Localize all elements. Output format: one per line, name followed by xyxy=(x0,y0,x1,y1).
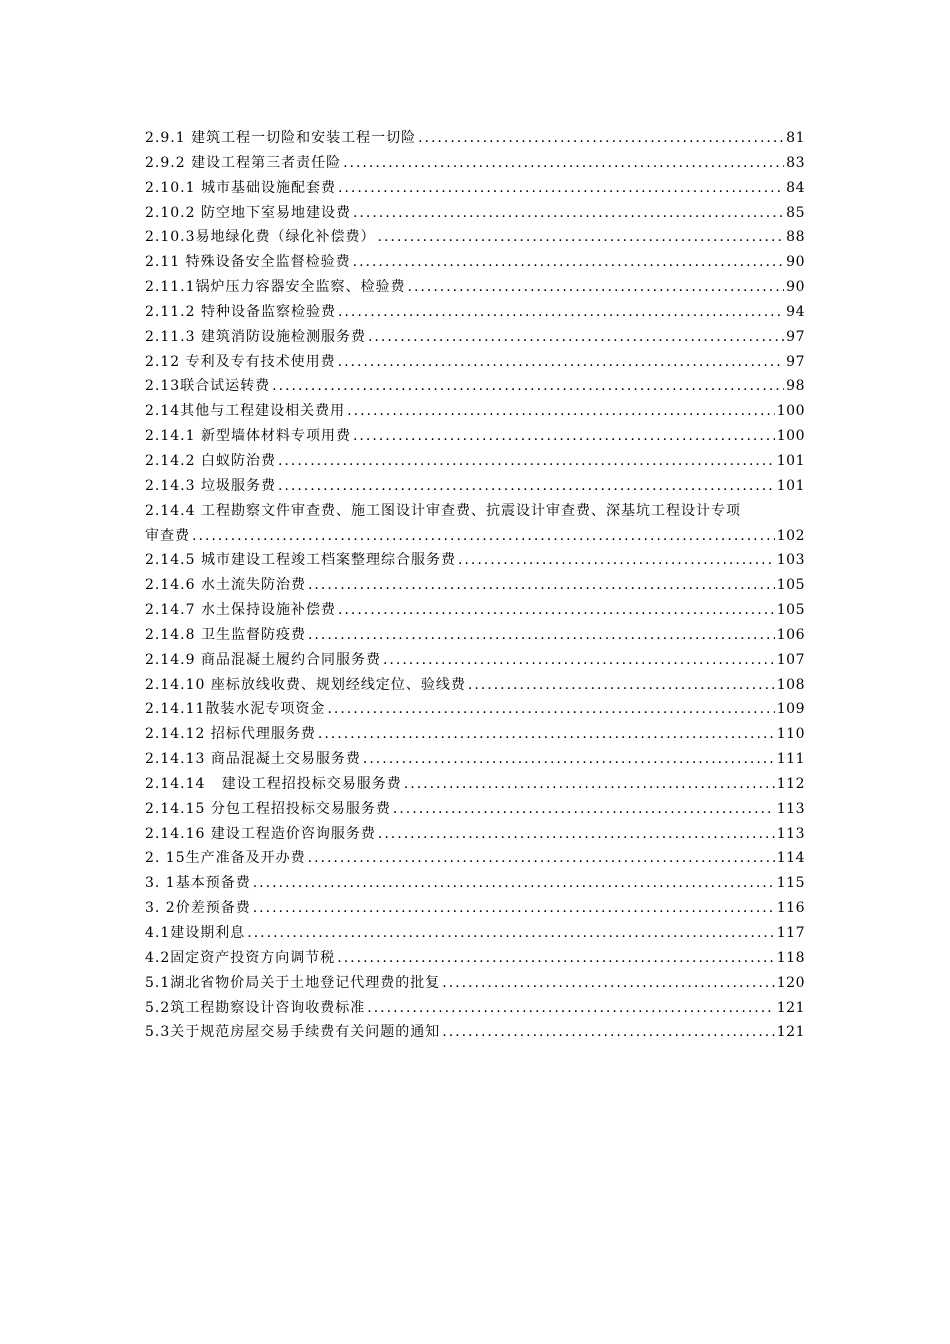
toc-entry-title: 2.14.9 商品混凝土履约合同服务费 xyxy=(145,651,381,668)
toc-entry-title: 2.14.13 商品混凝土交易服务费 xyxy=(145,751,361,768)
dot-leader xyxy=(338,598,775,623)
dot-leader xyxy=(337,946,775,971)
toc-entry[interactable] xyxy=(145,871,805,896)
dot-leader xyxy=(338,176,784,201)
dot-leader xyxy=(308,846,775,871)
toc-entry-page: 105 xyxy=(776,602,805,619)
toc-entry-page: 109 xyxy=(776,701,805,718)
table-of-contents xyxy=(145,126,805,1045)
toc-entry-title: 2.14.15 分包工程招投标交易服务费 xyxy=(145,800,391,817)
dot-leader xyxy=(408,275,785,300)
toc-entry[interactable] xyxy=(145,325,805,350)
toc-entry-page: 113 xyxy=(776,825,805,842)
toc-entry-page: 112 xyxy=(776,775,805,792)
dot-leader xyxy=(404,772,775,797)
toc-entry-page: 107 xyxy=(776,651,805,668)
toc-entry[interactable] xyxy=(145,374,805,399)
toc-entry-title: 2.10.1 城市基础设施配套费 xyxy=(145,179,336,196)
toc-entry-page: 90 xyxy=(786,254,805,271)
toc-entry[interactable] xyxy=(145,151,805,176)
toc-entry[interactable] xyxy=(145,126,805,151)
toc-entry-title: 4.2固定资产投资方向调节税 xyxy=(145,949,336,966)
toc-entry[interactable] xyxy=(145,772,805,797)
toc-entry-title: 2.14.11散装水泥专项资金 xyxy=(145,701,326,718)
toc-entry-page: 121 xyxy=(776,999,805,1016)
toc-entry-title: 2.14.7 水土保持设施补偿费 xyxy=(145,602,336,619)
toc-entry-title: 5.1湖北省物价局关于土地登记代理费的批复 xyxy=(145,974,441,991)
toc-entry-page: 88 xyxy=(786,229,805,246)
toc-entry-page: 114 xyxy=(776,850,805,867)
toc-entry[interactable] xyxy=(145,474,805,499)
toc-entry-title: 2. 15生产准备及开办费 xyxy=(145,850,306,867)
toc-entry-page: 102 xyxy=(776,527,805,544)
dot-leader xyxy=(253,871,775,896)
toc-entry-page: 103 xyxy=(776,552,805,569)
toc-entry-page: 81 xyxy=(786,130,805,146)
toc-entry-title: 2.14.8 卫生监督防疫费 xyxy=(145,626,306,643)
toc-entry-page: 90 xyxy=(786,279,805,296)
toc-entry-page: 115 xyxy=(776,875,805,892)
toc-entry-title: 2.9.2 建设工程第三者责任险 xyxy=(145,154,342,171)
dot-leader xyxy=(278,474,775,499)
dot-leader xyxy=(272,374,784,399)
toc-entry-title: 2.14其他与工程建设相关费用 xyxy=(145,403,346,420)
toc-entry-title: 2.14.16 建设工程造价咨询服务费 xyxy=(145,825,376,842)
toc-entry-page: 113 xyxy=(776,800,805,817)
toc-entry-page: 101 xyxy=(776,452,805,469)
toc-entry-page: 101 xyxy=(776,477,805,494)
toc-entry-title: 2.12 专利及专有技术使用费 xyxy=(145,353,336,370)
toc-entry[interactable] xyxy=(145,822,805,847)
toc-entry[interactable] xyxy=(145,399,805,424)
toc-entry[interactable] xyxy=(145,275,805,300)
dot-leader xyxy=(378,225,785,250)
toc-entry-title: 2.11.3 建筑消防设施检测服务费 xyxy=(145,328,366,345)
dot-leader xyxy=(367,996,775,1021)
toc-entry[interactable] xyxy=(145,648,805,673)
toc-entry[interactable] xyxy=(145,598,805,623)
toc-entry[interactable] xyxy=(145,623,805,648)
toc-entry[interactable] xyxy=(145,573,805,598)
dot-leader xyxy=(353,424,775,449)
toc-entry-page: 110 xyxy=(776,726,805,743)
dot-leader xyxy=(393,797,775,822)
toc-entry-title: 2.14.4 工程勘察文件审查费、施工图设计审查费、抗震设计审查费、深基坑工程设计专项 xyxy=(145,502,741,519)
toc-entry[interactable] xyxy=(145,673,805,698)
dot-leader xyxy=(338,350,785,375)
toc-entry-title: 2.11.2 特种设备监察检验费 xyxy=(145,303,336,320)
toc-entry-title: 2.11 特殊设备安全监督检验费 xyxy=(145,254,351,271)
toc-entry-title: 2.9.1 建筑工程一切险和安装工程一切险 xyxy=(145,130,417,146)
toc-entry[interactable] xyxy=(145,424,805,449)
toc-entry-page: 106 xyxy=(776,626,805,643)
toc-entry-title: 5.2筑工程勘察设计咨询收费标准 xyxy=(145,999,366,1016)
toc-entry-page: 94 xyxy=(786,303,805,320)
toc-entry-page: 97 xyxy=(786,353,805,370)
toc-entry-page: 100 xyxy=(776,403,805,420)
dot-leader xyxy=(418,126,784,151)
toc-entry[interactable] xyxy=(145,996,805,1021)
dot-leader xyxy=(468,673,775,698)
toc-entry-title: 2.14.14 建设工程招投标交易服务费 xyxy=(145,775,402,792)
dot-leader xyxy=(343,151,784,176)
toc-entry-title: 4.1建设期利息 xyxy=(145,925,246,941)
toc-entry-page: 97 xyxy=(786,328,805,345)
toc-entry-wrapped-line[interactable] xyxy=(145,499,805,524)
dot-leader xyxy=(278,449,775,474)
dot-leader xyxy=(442,1020,775,1045)
toc-entry-page: 108 xyxy=(776,676,805,693)
toc-entry-title-continued: 审查费 xyxy=(145,527,190,544)
dot-leader xyxy=(353,250,785,275)
dot-leader xyxy=(253,896,775,921)
toc-entry-title: 2.14.5 城市建设工程竣工档案整理综合服务费 xyxy=(145,552,456,569)
toc-entry-title: 2.13联合试运转费 xyxy=(145,378,271,395)
toc-entry[interactable] xyxy=(145,524,805,549)
toc-entry-page: 118 xyxy=(776,949,805,966)
toc-entry-title: 2.14.2 白蚁防治费 xyxy=(145,452,276,469)
toc-entry-page: 121 xyxy=(776,1024,805,1041)
toc-entry[interactable] xyxy=(145,225,805,250)
toc-entry[interactable] xyxy=(145,722,805,747)
dot-leader xyxy=(192,524,775,549)
dot-leader xyxy=(368,325,784,350)
toc-entry-page: 117 xyxy=(776,925,805,941)
toc-entry-page: 120 xyxy=(776,974,805,991)
toc-entry[interactable] xyxy=(145,449,805,474)
toc-entry-page: 84 xyxy=(786,179,805,196)
toc-entry[interactable] xyxy=(145,797,805,822)
dot-leader xyxy=(318,722,775,747)
toc-entry[interactable] xyxy=(145,350,805,375)
toc-entry[interactable] xyxy=(145,747,805,772)
toc-entry[interactable] xyxy=(145,1020,805,1045)
toc-entry-page: 100 xyxy=(776,428,805,445)
toc-entry-page: 116 xyxy=(776,900,805,917)
dot-leader xyxy=(458,548,775,573)
toc-entry-title: 3. 2价差预备费 xyxy=(145,900,251,917)
dot-leader xyxy=(247,921,775,946)
dot-leader xyxy=(363,747,775,772)
toc-entry[interactable] xyxy=(145,250,805,275)
toc-entry[interactable] xyxy=(145,846,805,871)
toc-entry-title: 2.14.1 新型墙体材料专项用费 xyxy=(145,428,351,445)
toc-entry[interactable] xyxy=(145,300,805,325)
toc-entry-title: 2.10.2 防空地下室易地建设费 xyxy=(145,204,351,221)
dot-leader xyxy=(383,648,775,673)
toc-entry[interactable] xyxy=(145,946,805,971)
toc-entry-page: 85 xyxy=(786,204,805,221)
toc-entry-title: 5.3关于规范房屋交易手续费有关问题的通知 xyxy=(145,1024,441,1041)
toc-entry[interactable] xyxy=(145,201,805,226)
dot-leader xyxy=(347,399,775,424)
dot-leader xyxy=(338,300,784,325)
toc-entry-page: 98 xyxy=(786,378,805,395)
toc-entry-title: 2.10.3易地绿化费（绿化补偿费） xyxy=(145,229,376,246)
toc-entry[interactable] xyxy=(145,548,805,573)
toc-entry-title: 3. 1基本预备费 xyxy=(145,875,251,892)
dot-leader xyxy=(327,697,774,722)
dot-leader xyxy=(353,201,784,226)
dot-leader xyxy=(378,822,775,847)
dot-leader xyxy=(308,623,775,648)
toc-entry[interactable] xyxy=(145,921,805,946)
toc-entry[interactable] xyxy=(145,971,805,996)
toc-entry[interactable] xyxy=(145,697,805,722)
toc-entry-title: 2.14.10 座标放线收费、规划经线定位、验线费 xyxy=(145,676,466,693)
toc-entry-title: 2.14.3 垃圾服务费 xyxy=(145,477,276,494)
toc-entry-title: 2.14.12 招标代理服务费 xyxy=(145,726,316,743)
toc-entry-page: 83 xyxy=(786,154,805,171)
dot-leader xyxy=(308,573,775,598)
toc-entry-title: 2.11.1锅炉压力容器安全监察、检验费 xyxy=(145,279,406,296)
toc-entry-page: 111 xyxy=(776,751,805,768)
toc-entry-title: 2.14.6 水土流失防治费 xyxy=(145,577,306,594)
toc-entry[interactable] xyxy=(145,176,805,201)
dot-leader xyxy=(442,971,775,996)
toc-entry-page: 105 xyxy=(776,577,805,594)
toc-entry[interactable] xyxy=(145,896,805,921)
